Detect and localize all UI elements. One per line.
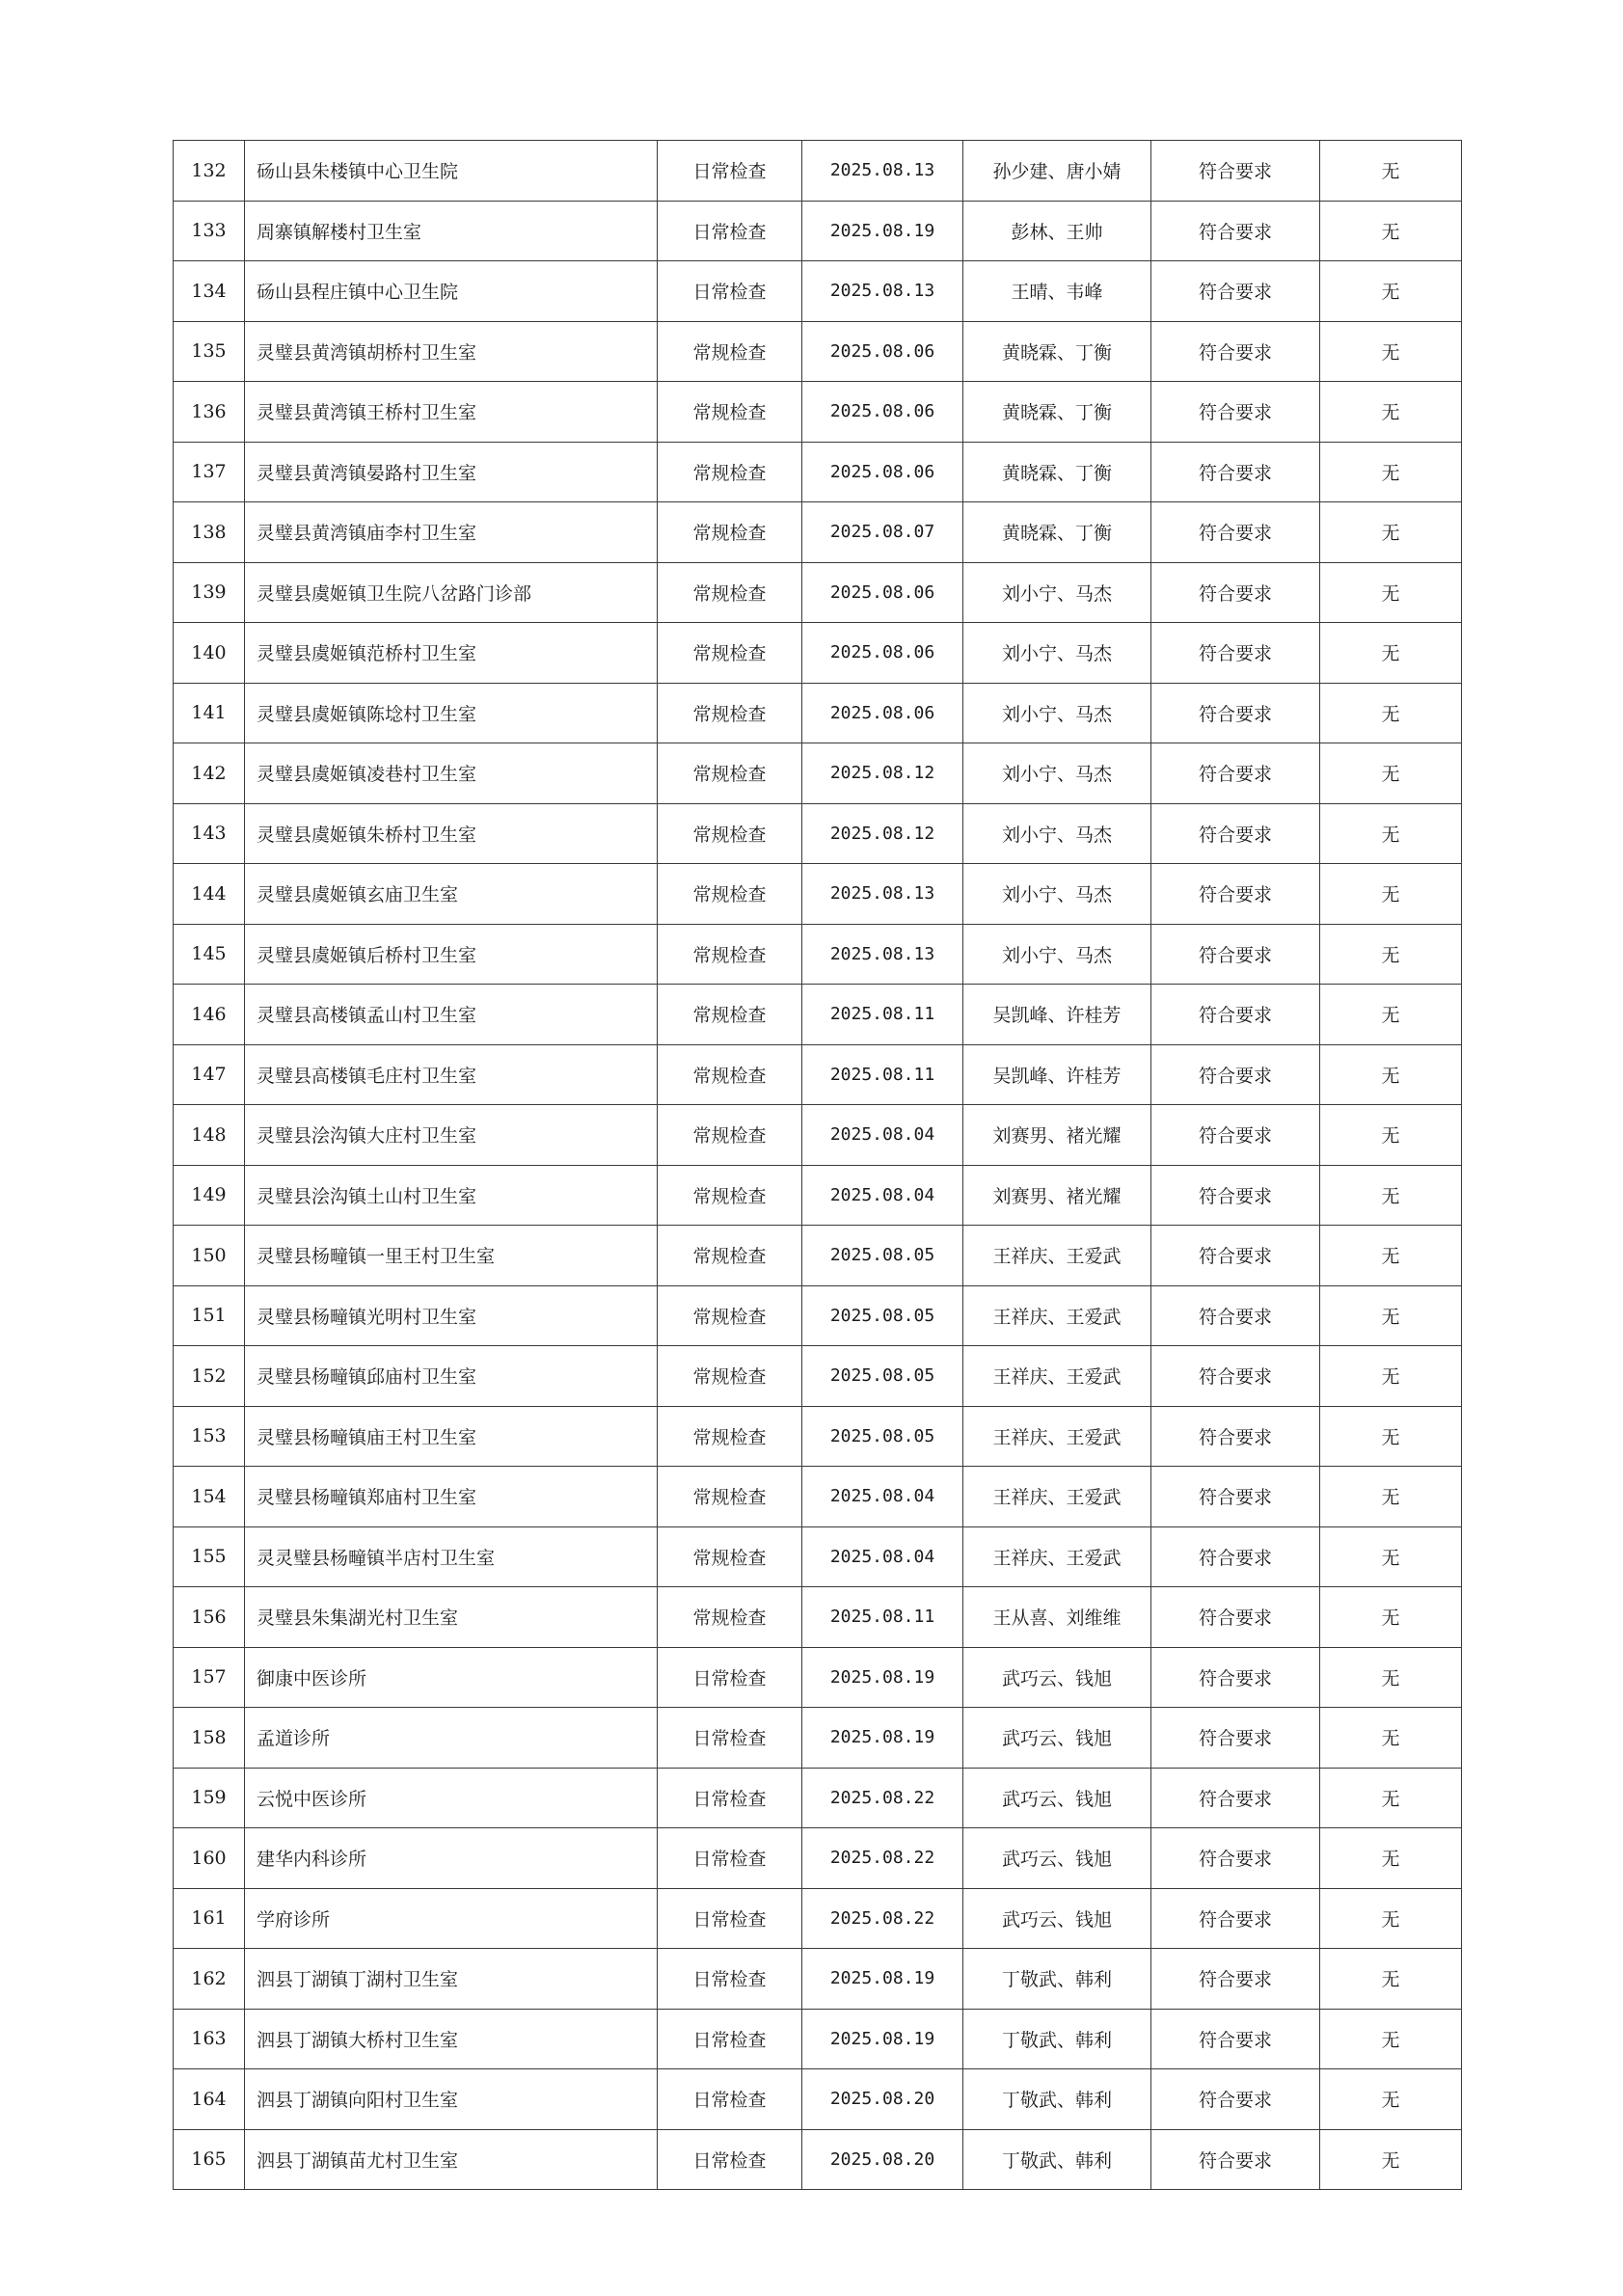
result-cell: 符合要求 bbox=[1151, 562, 1320, 623]
result-cell: 符合要求 bbox=[1151, 683, 1320, 743]
result-cell: 符合要求 bbox=[1151, 1346, 1320, 1407]
inspection-date-cell: 2025.08.19 bbox=[802, 1949, 963, 2010]
inspectors-cell: 武巧云、钱旭 bbox=[963, 1768, 1151, 1828]
row-number-cell: 147 bbox=[174, 1044, 245, 1105]
result-cell: 符合要求 bbox=[1151, 985, 1320, 1045]
issues-cell: 无 bbox=[1320, 1587, 1462, 1648]
issues-cell: 无 bbox=[1320, 1828, 1462, 1889]
result-cell: 符合要求 bbox=[1151, 2009, 1320, 2069]
result-cell: 符合要求 bbox=[1151, 1285, 1320, 1346]
table-row bbox=[174, 442, 1462, 502]
inspection-type-cell: 日常检查 bbox=[658, 1768, 802, 1828]
inspection-date-cell: 2025.08.19 bbox=[802, 1647, 963, 1708]
inspectors-cell: 武巧云、钱旭 bbox=[963, 1888, 1151, 1949]
inspection-type-cell: 常规检查 bbox=[658, 442, 802, 502]
issues-cell: 无 bbox=[1320, 2069, 1462, 2130]
inspection-date-cell: 2025.08.22 bbox=[802, 1828, 963, 1889]
issues-cell: 无 bbox=[1320, 924, 1462, 985]
table-row bbox=[174, 141, 1462, 202]
row-number-cell: 136 bbox=[174, 382, 245, 443]
result-cell: 符合要求 bbox=[1151, 321, 1320, 382]
table-row bbox=[174, 924, 1462, 985]
inspection-date-cell: 2025.08.05 bbox=[802, 1285, 963, 1346]
row-number-cell: 159 bbox=[174, 1768, 245, 1828]
inspection-date-cell: 2025.08.11 bbox=[802, 985, 963, 1045]
inspection-type-cell: 常规检查 bbox=[658, 321, 802, 382]
issues-cell: 无 bbox=[1320, 985, 1462, 1045]
table-row bbox=[174, 1587, 1462, 1648]
row-number-cell: 158 bbox=[174, 1708, 245, 1769]
issues-cell: 无 bbox=[1320, 1044, 1462, 1105]
institution-name-cell: 砀山县朱楼镇中心卫生院 bbox=[245, 141, 658, 202]
row-number-cell: 153 bbox=[174, 1406, 245, 1467]
inspectors-cell: 王祥庆、王爱武 bbox=[963, 1526, 1151, 1587]
inspection-type-cell: 常规检查 bbox=[658, 623, 802, 684]
institution-name-cell: 灵璧县杨疃镇庙王村卫生室 bbox=[245, 1406, 658, 1467]
issues-cell: 无 bbox=[1320, 502, 1462, 563]
inspectors-cell: 武巧云、钱旭 bbox=[963, 1647, 1151, 1708]
issues-cell: 无 bbox=[1320, 1768, 1462, 1828]
institution-name-cell: 学府诊所 bbox=[245, 1888, 658, 1949]
row-number-cell: 145 bbox=[174, 924, 245, 985]
table-row bbox=[174, 1768, 1462, 1828]
institution-name-cell: 灵璧县黄湾镇王桥村卫生室 bbox=[245, 382, 658, 443]
issues-cell: 无 bbox=[1320, 1888, 1462, 1949]
inspection-date-cell: 2025.08.20 bbox=[802, 2069, 963, 2130]
row-number-cell: 133 bbox=[174, 201, 245, 261]
inspectors-cell: 刘赛男、褚光耀 bbox=[963, 1165, 1151, 1226]
row-number-cell: 148 bbox=[174, 1105, 245, 1166]
inspection-date-cell: 2025.08.11 bbox=[802, 1044, 963, 1105]
row-number-cell: 141 bbox=[174, 683, 245, 743]
row-number-cell: 149 bbox=[174, 1165, 245, 1226]
issues-cell: 无 bbox=[1320, 1949, 1462, 2010]
institution-name-cell: 灵璧县虞姬镇范桥村卫生室 bbox=[245, 623, 658, 684]
row-number-cell: 137 bbox=[174, 442, 245, 502]
row-number-cell: 161 bbox=[174, 1888, 245, 1949]
institution-name-cell: 孟道诊所 bbox=[245, 1708, 658, 1769]
result-cell: 符合要求 bbox=[1151, 1828, 1320, 1889]
inspection-type-cell: 常规检查 bbox=[658, 1226, 802, 1286]
inspection-date-cell: 2025.08.05 bbox=[802, 1406, 963, 1467]
institution-name-cell: 灵璧县黄湾镇晏路村卫生室 bbox=[245, 442, 658, 502]
institution-name-cell: 泗县丁湖镇苗尤村卫生室 bbox=[245, 2129, 658, 2190]
inspection-type-cell: 常规检查 bbox=[658, 1285, 802, 1346]
inspection-type-cell: 常规检查 bbox=[658, 1105, 802, 1166]
inspectors-cell: 丁敬武、韩利 bbox=[963, 2009, 1151, 2069]
inspectors-cell: 吴凯峰、许桂芳 bbox=[963, 985, 1151, 1045]
inspection-type-cell: 日常检查 bbox=[658, 2009, 802, 2069]
result-cell: 符合要求 bbox=[1151, 1467, 1320, 1527]
issues-cell: 无 bbox=[1320, 1647, 1462, 1708]
row-number-cell: 164 bbox=[174, 2069, 245, 2130]
institution-name-cell: 灵璧县虞姬镇凌巷村卫生室 bbox=[245, 743, 658, 804]
row-number-cell: 160 bbox=[174, 1828, 245, 1889]
inspection-type-cell: 常规检查 bbox=[658, 382, 802, 443]
inspection-date-cell: 2025.08.20 bbox=[802, 2129, 963, 2190]
inspection-type-cell: 日常检查 bbox=[658, 1828, 802, 1889]
row-number-cell: 143 bbox=[174, 803, 245, 864]
inspectors-cell: 王祥庆、王爱武 bbox=[963, 1285, 1151, 1346]
inspection-date-cell: 2025.08.11 bbox=[802, 1587, 963, 1648]
table-row bbox=[174, 1828, 1462, 1889]
result-cell: 符合要求 bbox=[1151, 623, 1320, 684]
inspectors-cell: 黄晓霖、丁衡 bbox=[963, 502, 1151, 563]
table-row bbox=[174, 1346, 1462, 1407]
issues-cell: 无 bbox=[1320, 1105, 1462, 1166]
result-cell: 符合要求 bbox=[1151, 864, 1320, 925]
issues-cell: 无 bbox=[1320, 1526, 1462, 1587]
inspection-date-cell: 2025.08.12 bbox=[802, 743, 963, 804]
inspection-type-cell: 日常检查 bbox=[658, 1949, 802, 2010]
inspection-type-cell: 常规检查 bbox=[658, 864, 802, 925]
inspection-date-cell: 2025.08.06 bbox=[802, 321, 963, 382]
inspection-date-cell: 2025.08.19 bbox=[802, 2009, 963, 2069]
inspectors-cell: 孙少建、唐小婧 bbox=[963, 141, 1151, 202]
institution-name-cell: 灵璧县杨疃镇光明村卫生室 bbox=[245, 1285, 658, 1346]
inspection-date-cell: 2025.08.22 bbox=[802, 1768, 963, 1828]
issues-cell: 无 bbox=[1320, 201, 1462, 261]
inspection-type-cell: 常规检查 bbox=[658, 1346, 802, 1407]
issues-cell: 无 bbox=[1320, 1285, 1462, 1346]
result-cell: 符合要求 bbox=[1151, 201, 1320, 261]
inspection-date-cell: 2025.08.13 bbox=[802, 864, 963, 925]
inspectors-cell: 王祥庆、王爱武 bbox=[963, 1406, 1151, 1467]
table-row bbox=[174, 261, 1462, 322]
table-body bbox=[174, 141, 1462, 2190]
result-cell: 符合要求 bbox=[1151, 2129, 1320, 2190]
table-row bbox=[174, 623, 1462, 684]
institution-name-cell: 灵璧县浍沟镇大庄村卫生室 bbox=[245, 1105, 658, 1166]
table-row bbox=[174, 803, 1462, 864]
inspection-date-cell: 2025.08.06 bbox=[802, 562, 963, 623]
inspection-date-cell: 2025.08.13 bbox=[802, 141, 963, 202]
issues-cell: 无 bbox=[1320, 683, 1462, 743]
result-cell: 符合要求 bbox=[1151, 1526, 1320, 1587]
result-cell: 符合要求 bbox=[1151, 1768, 1320, 1828]
institution-name-cell: 灵璧县虞姬镇玄庙卫生室 bbox=[245, 864, 658, 925]
inspectors-cell: 王祥庆、王爱武 bbox=[963, 1467, 1151, 1527]
table-row bbox=[174, 1647, 1462, 1708]
institution-name-cell: 泗县丁湖镇丁湖村卫生室 bbox=[245, 1949, 658, 2010]
inspection-date-cell: 2025.08.22 bbox=[802, 1888, 963, 1949]
inspectors-cell: 吴凯峰、许桂芳 bbox=[963, 1044, 1151, 1105]
inspection-type-cell: 常规检查 bbox=[658, 1526, 802, 1587]
table-row bbox=[174, 1526, 1462, 1587]
table-row bbox=[174, 683, 1462, 743]
row-number-cell: 132 bbox=[174, 141, 245, 202]
institution-name-cell: 灵璧县杨疃镇郑庙村卫生室 bbox=[245, 1467, 658, 1527]
inspection-date-cell: 2025.08.04 bbox=[802, 1467, 963, 1527]
inspection-type-cell: 日常检查 bbox=[658, 201, 802, 261]
inspectors-cell: 丁敬武、韩利 bbox=[963, 2069, 1151, 2130]
inspection-date-cell: 2025.08.13 bbox=[802, 261, 963, 322]
inspection-date-cell: 2025.08.06 bbox=[802, 623, 963, 684]
institution-name-cell: 灵璧县虞姬镇朱桥村卫生室 bbox=[245, 803, 658, 864]
inspection-type-cell: 常规检查 bbox=[658, 803, 802, 864]
table-row bbox=[174, 1165, 1462, 1226]
inspection-date-cell: 2025.08.12 bbox=[802, 803, 963, 864]
issues-cell: 无 bbox=[1320, 1346, 1462, 1407]
inspection-type-cell: 常规检查 bbox=[658, 562, 802, 623]
issues-cell: 无 bbox=[1320, 141, 1462, 202]
table-row bbox=[174, 985, 1462, 1045]
table-row bbox=[174, 2129, 1462, 2190]
table-row bbox=[174, 562, 1462, 623]
institution-name-cell: 御康中医诊所 bbox=[245, 1647, 658, 1708]
inspectors-cell: 刘小宁、马杰 bbox=[963, 743, 1151, 804]
issues-cell: 无 bbox=[1320, 321, 1462, 382]
inspection-date-cell: 2025.08.05 bbox=[802, 1346, 963, 1407]
inspectors-cell: 丁敬武、韩利 bbox=[963, 2129, 1151, 2190]
institution-name-cell: 灵璧县虞姬镇卫生院八岔路门诊部 bbox=[245, 562, 658, 623]
table-row bbox=[174, 502, 1462, 563]
table-row bbox=[174, 1406, 1462, 1467]
inspection-type-cell: 常规检查 bbox=[658, 743, 802, 804]
result-cell: 符合要求 bbox=[1151, 1949, 1320, 2010]
inspectors-cell: 彭林、王帅 bbox=[963, 201, 1151, 261]
issues-cell: 无 bbox=[1320, 623, 1462, 684]
inspection-date-cell: 2025.08.19 bbox=[802, 1708, 963, 1769]
inspection-date-cell: 2025.08.04 bbox=[802, 1526, 963, 1587]
inspectors-cell: 丁敬武、韩利 bbox=[963, 1949, 1151, 2010]
inspectors-cell: 刘赛男、褚光耀 bbox=[963, 1105, 1151, 1166]
result-cell: 符合要求 bbox=[1151, 1647, 1320, 1708]
issues-cell: 无 bbox=[1320, 803, 1462, 864]
inspection-type-cell: 常规检查 bbox=[658, 502, 802, 563]
table-row bbox=[174, 1949, 1462, 2010]
row-number-cell: 151 bbox=[174, 1285, 245, 1346]
institution-name-cell: 灵璧县虞姬镇后桥村卫生室 bbox=[245, 924, 658, 985]
issues-cell: 无 bbox=[1320, 864, 1462, 925]
row-number-cell: 150 bbox=[174, 1226, 245, 1286]
result-cell: 符合要求 bbox=[1151, 1587, 1320, 1648]
issues-cell: 无 bbox=[1320, 1467, 1462, 1527]
result-cell: 符合要求 bbox=[1151, 442, 1320, 502]
inspectors-cell: 黄晓霖、丁衡 bbox=[963, 321, 1151, 382]
row-number-cell: 146 bbox=[174, 985, 245, 1045]
institution-name-cell: 灵璧县虞姬镇陈埝村卫生室 bbox=[245, 683, 658, 743]
inspection-type-cell: 日常检查 bbox=[658, 261, 802, 322]
issues-cell: 无 bbox=[1320, 1226, 1462, 1286]
row-number-cell: 144 bbox=[174, 864, 245, 925]
inspection-type-cell: 常规检查 bbox=[658, 1044, 802, 1105]
institution-name-cell: 灵璧县朱集湖光村卫生室 bbox=[245, 1587, 658, 1648]
inspectors-cell: 刘小宁、马杰 bbox=[963, 623, 1151, 684]
inspection-type-cell: 日常检查 bbox=[658, 2069, 802, 2130]
issues-cell: 无 bbox=[1320, 442, 1462, 502]
inspection-type-cell: 常规检查 bbox=[658, 1406, 802, 1467]
inspectors-cell: 刘小宁、马杰 bbox=[963, 924, 1151, 985]
inspectors-cell: 黄晓霖、丁衡 bbox=[963, 442, 1151, 502]
table-row bbox=[174, 321, 1462, 382]
inspection-date-cell: 2025.08.06 bbox=[802, 382, 963, 443]
inspection-date-cell: 2025.08.19 bbox=[802, 201, 963, 261]
row-number-cell: 157 bbox=[174, 1647, 245, 1708]
institution-name-cell: 建华内科诊所 bbox=[245, 1828, 658, 1889]
row-number-cell: 155 bbox=[174, 1526, 245, 1587]
result-cell: 符合要求 bbox=[1151, 502, 1320, 563]
inspection-type-cell: 常规检查 bbox=[658, 683, 802, 743]
inspection-type-cell: 日常检查 bbox=[658, 1647, 802, 1708]
inspection-date-cell: 2025.08.05 bbox=[802, 1226, 963, 1286]
table-row bbox=[174, 1708, 1462, 1769]
inspectors-cell: 刘小宁、马杰 bbox=[963, 864, 1151, 925]
issues-cell: 无 bbox=[1320, 1708, 1462, 1769]
inspection-type-cell: 常规检查 bbox=[658, 985, 802, 1045]
inspection-type-cell: 日常检查 bbox=[658, 1888, 802, 1949]
institution-name-cell: 灵灵璧县杨疃镇半店村卫生室 bbox=[245, 1526, 658, 1587]
inspection-type-cell: 日常检查 bbox=[658, 2129, 802, 2190]
inspection-date-cell: 2025.08.13 bbox=[802, 924, 963, 985]
issues-cell: 无 bbox=[1320, 382, 1462, 443]
inspectors-cell: 王祥庆、王爱武 bbox=[963, 1346, 1151, 1407]
inspectors-cell: 刘小宁、马杰 bbox=[963, 683, 1151, 743]
institution-name-cell: 灵璧县高楼镇孟山村卫生室 bbox=[245, 985, 658, 1045]
inspectors-cell: 王晴、韦峰 bbox=[963, 261, 1151, 322]
institution-name-cell: 周寨镇解楼村卫生室 bbox=[245, 201, 658, 261]
table-row bbox=[174, 1226, 1462, 1286]
inspectors-cell: 黄晓霖、丁衡 bbox=[963, 382, 1151, 443]
inspectors-cell: 刘小宁、马杰 bbox=[963, 803, 1151, 864]
row-number-cell: 142 bbox=[174, 743, 245, 804]
inspection-date-cell: 2025.08.07 bbox=[802, 502, 963, 563]
result-cell: 符合要求 bbox=[1151, 2069, 1320, 2130]
result-cell: 符合要求 bbox=[1151, 924, 1320, 985]
table-row bbox=[174, 864, 1462, 925]
institution-name-cell: 灵璧县高楼镇毛庄村卫生室 bbox=[245, 1044, 658, 1105]
institution-name-cell: 泗县丁湖镇向阳村卫生室 bbox=[245, 2069, 658, 2130]
table-row bbox=[174, 382, 1462, 443]
row-number-cell: 152 bbox=[174, 1346, 245, 1407]
table-row bbox=[174, 743, 1462, 804]
result-cell: 符合要求 bbox=[1151, 803, 1320, 864]
row-number-cell: 138 bbox=[174, 502, 245, 563]
result-cell: 符合要求 bbox=[1151, 261, 1320, 322]
table-row bbox=[174, 1105, 1462, 1166]
inspection-type-cell: 常规检查 bbox=[658, 1165, 802, 1226]
inspectors-cell: 王从喜、刘维维 bbox=[963, 1587, 1151, 1648]
row-number-cell: 140 bbox=[174, 623, 245, 684]
inspection-date-cell: 2025.08.06 bbox=[802, 442, 963, 502]
issues-cell: 无 bbox=[1320, 1165, 1462, 1226]
institution-name-cell: 灵璧县杨疃镇一里王村卫生室 bbox=[245, 1226, 658, 1286]
table-row bbox=[174, 1888, 1462, 1949]
inspection-type-cell: 常规检查 bbox=[658, 924, 802, 985]
row-number-cell: 165 bbox=[174, 2129, 245, 2190]
result-cell: 符合要求 bbox=[1151, 1708, 1320, 1769]
result-cell: 符合要求 bbox=[1151, 1226, 1320, 1286]
table-row bbox=[174, 1285, 1462, 1346]
institution-name-cell: 云悦中医诊所 bbox=[245, 1768, 658, 1828]
row-number-cell: 154 bbox=[174, 1467, 245, 1527]
institution-name-cell: 灵璧县浍沟镇土山村卫生室 bbox=[245, 1165, 658, 1226]
inspectors-cell: 武巧云、钱旭 bbox=[963, 1708, 1151, 1769]
institution-name-cell: 灵璧县黄湾镇胡桥村卫生室 bbox=[245, 321, 658, 382]
institution-name-cell: 灵璧县杨疃镇邱庙村卫生室 bbox=[245, 1346, 658, 1407]
inspection-date-cell: 2025.08.04 bbox=[802, 1165, 963, 1226]
inspectors-cell: 武巧云、钱旭 bbox=[963, 1828, 1151, 1889]
institution-name-cell: 砀山县程庄镇中心卫生院 bbox=[245, 261, 658, 322]
institution-name-cell: 泗县丁湖镇大桥村卫生室 bbox=[245, 2009, 658, 2069]
row-number-cell: 163 bbox=[174, 2009, 245, 2069]
inspectors-cell: 王祥庆、王爱武 bbox=[963, 1226, 1151, 1286]
table-row bbox=[174, 1044, 1462, 1105]
issues-cell: 无 bbox=[1320, 743, 1462, 804]
inspectors-cell: 刘小宁、马杰 bbox=[963, 562, 1151, 623]
inspection-table bbox=[173, 140, 1462, 2190]
row-number-cell: 135 bbox=[174, 321, 245, 382]
inspection-type-cell: 常规检查 bbox=[658, 1587, 802, 1648]
inspection-date-cell: 2025.08.06 bbox=[802, 683, 963, 743]
inspection-type-cell: 日常检查 bbox=[658, 1708, 802, 1769]
result-cell: 符合要求 bbox=[1151, 382, 1320, 443]
table-row bbox=[174, 1467, 1462, 1527]
institution-name-cell: 灵璧县黄湾镇庙李村卫生室 bbox=[245, 502, 658, 563]
result-cell: 符合要求 bbox=[1151, 141, 1320, 202]
issues-cell: 无 bbox=[1320, 261, 1462, 322]
issues-cell: 无 bbox=[1320, 1406, 1462, 1467]
result-cell: 符合要求 bbox=[1151, 1105, 1320, 1166]
issues-cell: 无 bbox=[1320, 2129, 1462, 2190]
result-cell: 符合要求 bbox=[1151, 743, 1320, 804]
result-cell: 符合要求 bbox=[1151, 1044, 1320, 1105]
result-cell: 符合要求 bbox=[1151, 1165, 1320, 1226]
inspection-type-cell: 日常检查 bbox=[658, 141, 802, 202]
inspection-type-cell: 常规检查 bbox=[658, 1467, 802, 1527]
table-row bbox=[174, 2069, 1462, 2130]
row-number-cell: 162 bbox=[174, 1949, 245, 2010]
table-row bbox=[174, 2009, 1462, 2069]
result-cell: 符合要求 bbox=[1151, 1406, 1320, 1467]
table-row bbox=[174, 201, 1462, 261]
result-cell: 符合要求 bbox=[1151, 1888, 1320, 1949]
issues-cell: 无 bbox=[1320, 2009, 1462, 2069]
issues-cell: 无 bbox=[1320, 562, 1462, 623]
inspection-date-cell: 2025.08.04 bbox=[802, 1105, 963, 1166]
row-number-cell: 139 bbox=[174, 562, 245, 623]
row-number-cell: 156 bbox=[174, 1587, 245, 1648]
row-number-cell: 134 bbox=[174, 261, 245, 322]
